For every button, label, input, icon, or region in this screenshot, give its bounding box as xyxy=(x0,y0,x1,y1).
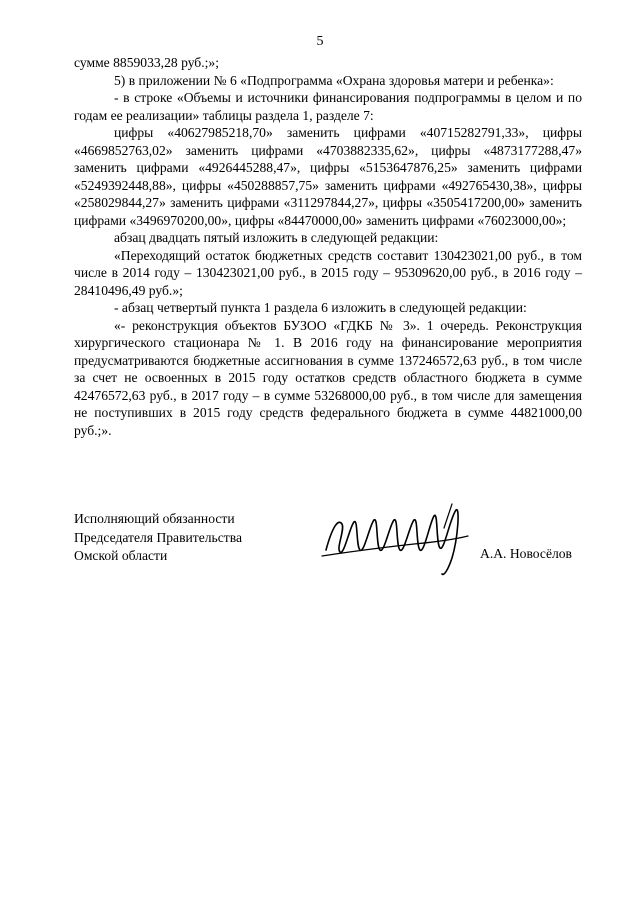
handwritten-signature xyxy=(318,498,478,578)
paragraph: - абзац четвертый пункта 1 раздела 6 изложить в следующей редакции: xyxy=(114,300,527,315)
paragraph: «- реконструкция объектов БУЗОО «ГДКБ № 3». 1 очередь. Реконструкция хирургического стационара № 1. В 2016 году на финансирование мероприятия предусматриваются бюджетные ассигнования в сумме 137246572,63 руб., в том числе за счет не освоенных в 2015 году остатков средств областного бюджета в сумме 42476572,63 руб., в 2017 году – в сумме 53268000,00 руб., в том числе для замещения не поступивших в 2015 году средств федерального бюджета в сумме 44821000,00 руб.;». xyxy=(74,317,582,438)
signatory-name: А.А. Новосёлов xyxy=(480,546,572,561)
paragraph: цифры «40627985218,70» заменить цифрами «40715282791,33», цифры «4669852763,02» заменить цифрами «4703882335,62», цифры «4873177288,47» заменить цифрами «4926445288,47», цифры «5153647876,25» заменить цифрами «5249392448,88», цифры «450288857,75» заменить цифрами «492765430,38», цифры «258029844,27» заменить цифрами «311297844,27», цифры «3505417200,00» заменить цифрами «3496970200,00», цифры «84470000,00» заменить цифрами «76023000,00»; xyxy=(74,125,582,228)
paragraph: сумме 8859033,28 руб.;»; xyxy=(74,55,219,70)
paragraph: 5) в приложении № 6 «Подпрограмма «Охрана здоровья матери и ребенка»: xyxy=(114,72,554,88)
signatory-position-line: Омской области xyxy=(74,548,168,563)
page-number: 5 xyxy=(316,34,324,49)
paragraph: абзац двадцать пятый изложить в следующей редакции: xyxy=(114,230,439,245)
signatory-position xyxy=(74,510,314,566)
paragraph: «Переходящий остаток бюджетных средств составит 130423021,00 руб., в том числе в 2014 году – 130423021,00 руб., в 2015 году – 95309620,00 руб., в 2016 году – 28410496,49 руб.»; xyxy=(74,247,582,298)
signatory-position-line: Председателя Правительства xyxy=(74,529,242,545)
signatory-position-line: Исполняющий обязанности xyxy=(74,511,235,526)
document-body xyxy=(74,54,582,439)
paragraph: - в строке «Объемы и источники финансирования подпрограммы в целом и по годам ее реализации» таблицы раздела 1, разделе 7: xyxy=(74,90,582,123)
